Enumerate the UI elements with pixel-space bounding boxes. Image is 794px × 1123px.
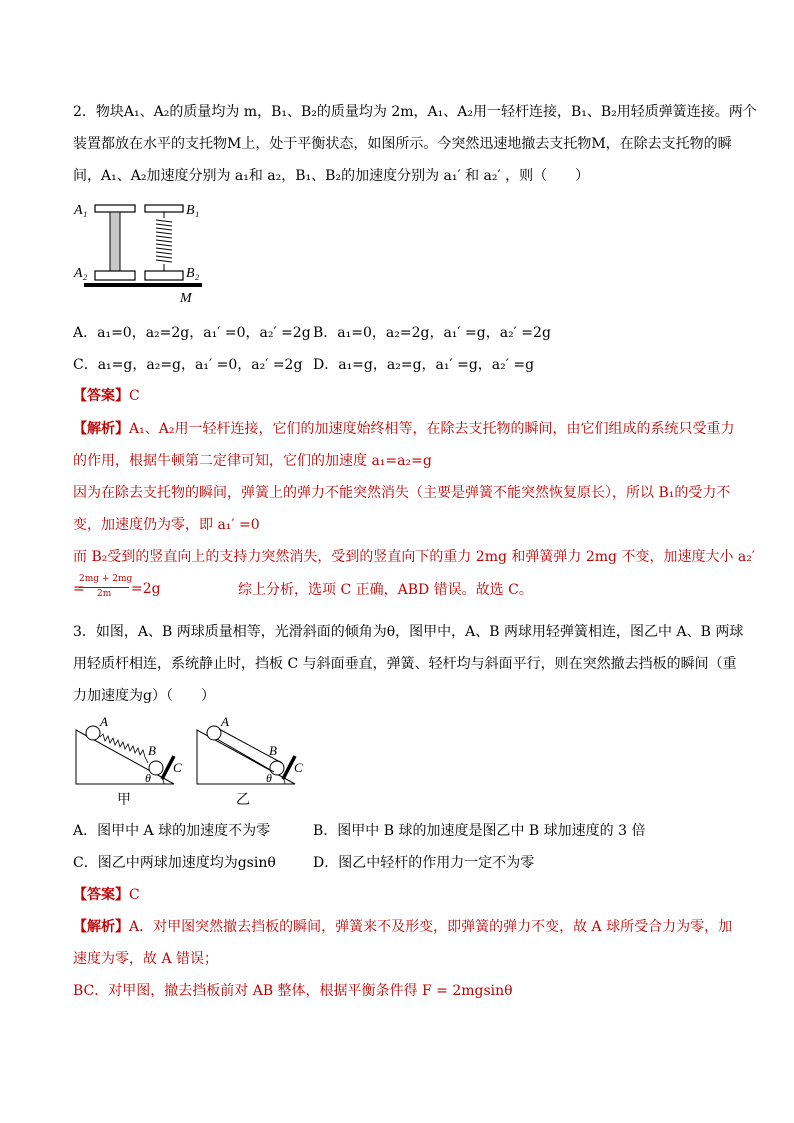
label-b2: B₂ [186,266,200,281]
figure-yi [197,714,303,808]
rod-yi-bottom [217,739,274,772]
q2-analysis-line-5: 而 B₂受到的竖直向上的支持力突然消失，受到的竖直向下的重力 2mg 和弹簧弹力 2mg 不变，加速度大小 a₂′ [73,549,756,565]
label-b-yi: B [269,743,277,758]
q3-analysis-line-3: BC．对甲图，撤去挡板前对 AB 整体，根据平衡条件得 F = 2mgsinθ [73,983,513,999]
q2-stem-line-3: 间，A₁、A₂加速度分别为 a₁和 a₂，B₁、B₂的加速度分别为 a₁′ 和 a₂′ ，则（ ） [73,168,590,184]
block-a2 [95,271,135,280]
answer-tag: 【答案】 [73,887,129,903]
q2-option-c: C．a₁=g，a₂=g，a₁′ =0，a₂′ =2g [73,357,303,373]
rod [110,212,120,271]
q3-analysis-line-2: 速度为零，故 A 错误； [73,951,219,967]
label-theta-yi: θ [266,771,272,785]
label-yi: 乙 [236,793,250,808]
support-m [84,283,202,287]
analysis-tag: 【解析】 [73,421,129,437]
q2-option-b: B．a₁=0，a₂=2g，a₁′ =g，a₂′ =2g [313,325,551,341]
answer-value: C [129,388,140,404]
label-a-yi: A [221,714,229,729]
label-b-jia: B [148,743,156,758]
label-a-jia: A [100,714,108,729]
q2-analysis-line-1 [73,419,734,439]
label-c-jia: C [173,760,182,775]
label-m: M [180,291,192,306]
analysis-tag: 【解析】 [73,919,129,935]
q2-option-a: A．a₁=0，a₂=2g，a₁′ =0，a₂′ =2g [73,325,311,341]
answer-tag: 【答案】 [73,388,129,404]
label-c-yi: C [294,760,303,775]
spring-jia [100,734,148,763]
q3-answer [73,885,140,905]
q2-figure [70,196,210,308]
block-b2 [145,271,183,280]
block-a1 [95,205,135,212]
ball-b-jia [149,761,163,775]
q2-analysis-line-6: 综上分析，选项 C 正确，ABD 错误。故选 C。 [238,582,533,598]
ball-a-yi [207,726,221,740]
answer-value: C [129,887,140,903]
frac-prefix: = [73,581,85,597]
q2-answer [73,386,140,406]
frac-numerator: 2mg + 2mg [79,574,133,584]
q2-stem-line-2: 装置都放在水平的支托物M上，处于平衡状态，如图所示。今突然迅速地撤去支托物M，在除去支托物的瞬 [73,136,732,152]
q3-figure [70,710,305,812]
frac-bar [79,587,129,588]
figure-jia [76,714,182,808]
q2-option-d: D．a₁=g，a₂=g，a₁′ =g，a₂′ =g [313,357,535,373]
q2-analysis-line-2: 的作用，根据牛顿第二定律可知，它们的加速度 a₁=a₂=g [73,453,432,469]
q3-stem-line-1: 3．如图，A、B 两球质量相等，光滑斜面的倾角为θ，图甲中，A、B 两球用轻弹簧相连，图乙中 A、B 两球 [73,624,744,640]
block-b1 [145,205,183,212]
q3-option-d: D．图乙中轻杆的作用力一定不为零 [313,855,535,871]
q3-stem-line-2: 用轻质杆相连，系统静止时，挡板 C 与斜面垂直，弹簧、轻杆均与斜面平行，则在突然撤去挡板的瞬间（重 [73,656,737,672]
spring [156,212,172,271]
q2-stem-line-1: 2．物块A₁、A₂的质量均为 m，B₁、B₂的质量均为 2m，A₁、A₂用一轻杆连接，B₁、B₂用轻质弹簧连接。两个 [73,104,757,120]
frac-denominator: 2m [97,589,112,599]
q3-stem-line-3: 力加速度为g）（ ） [73,688,215,704]
analysis-text: A．对甲图突然撤去挡板的瞬间，弹簧来不及形变，即弹簧的弹力不变，故 A 球所受合力为零，加 [129,919,733,935]
ball-a-jia [86,726,100,740]
label-theta-jia: θ [145,771,151,785]
label-a1: A₁ [74,203,88,218]
q3-option-b: B．图甲中 B 球的加速度是图乙中 B 球加速度的 3 倍 [313,823,646,839]
label-a2: A₂ [74,266,88,281]
frac-result: =2g [131,581,161,597]
q3-option-a: A．图甲中 A 球的加速度不为零 [73,823,271,839]
label-b1: B₁ [186,203,200,218]
q3-analysis-line-1 [73,917,732,937]
q2-analysis-line-4: 变，加速度仍为零，即 a₁′ =0 [73,517,260,533]
analysis-text: A₁、A₂用一轻杆连接，它们的加速度始终相等，在除去支托物的瞬间，由它们组成的系统只受重力 [129,421,735,437]
label-jia: 甲 [117,793,131,808]
q2-analysis-line-3: 因为在除去支托物的瞬间，弹簧上的弹力不能突然消失（主要是弹簧不能突然恢复原长），所以 B₁的受力不 [73,485,731,501]
q3-option-c: C．图乙中两球加速度均为gsinθ [73,855,276,871]
